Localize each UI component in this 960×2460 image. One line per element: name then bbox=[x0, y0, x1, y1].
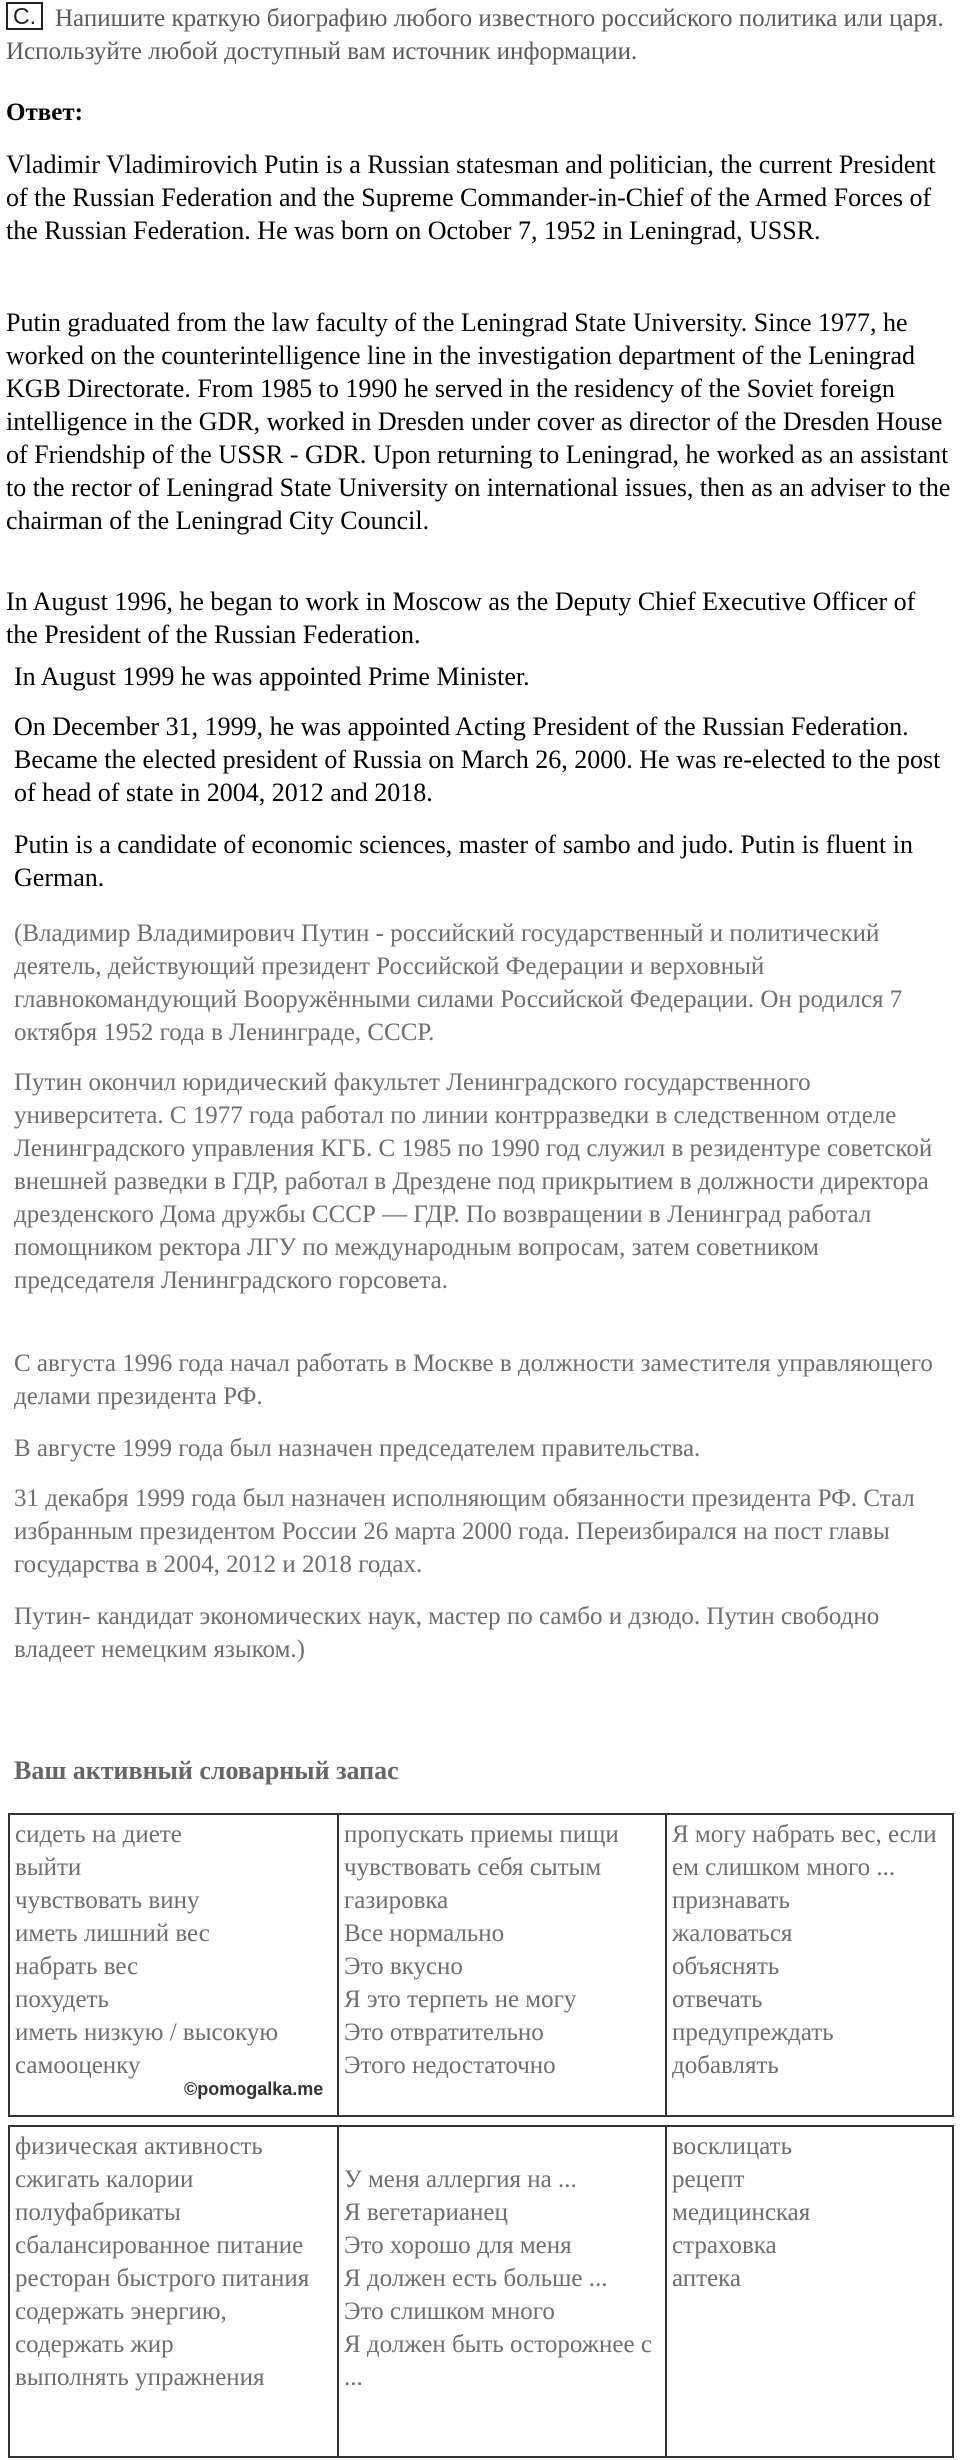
vocab-cell-col1 bbox=[9, 2126, 338, 2457]
vocab-entry: сидеть на диете bbox=[15, 1821, 182, 1848]
vocab-entry: пропускать приемы пищи bbox=[344, 1821, 619, 1848]
english-paragraph: Putin is a candidate of economic sciences, master of sambo and judo. Putin is fluent in German. bbox=[14, 830, 913, 892]
vocab-entry: медицинская bbox=[672, 2199, 811, 2226]
vocab-cell-col2 bbox=[338, 1814, 666, 2116]
vocab-entry: сжигать калории bbox=[15, 2166, 194, 2193]
english-paragraph: In August 1999 he was appointed Prime Minister. bbox=[14, 662, 530, 691]
vocab-entry: похудеть bbox=[15, 1986, 109, 2013]
vocab-entry: содержать энергию, содержать жир bbox=[15, 2298, 227, 2358]
vocab-entry: Этого недостаточно bbox=[344, 2052, 556, 2079]
english-paragraph: Vladimir Vladimirovich Putin is a Russian statesman and politician, the current President of the Russian Federation and the Supreme Commander-in-Chief of the Armed Forces of the Russian Federation. He was born on October 7, 1952 in Leningrad, USSR. bbox=[6, 150, 936, 245]
answer-label: Ответ: bbox=[6, 99, 83, 126]
vocab-entry: Это отвратительно bbox=[344, 2019, 544, 2046]
vocab-entry: У меня аллергия на ... bbox=[344, 2166, 577, 2193]
vocab-entry: Я вегетарианец bbox=[344, 2199, 508, 2226]
vocab-entry: выполнять упражнения bbox=[15, 2364, 265, 2391]
english-paragraph: Putin graduated from the law faculty of the Leningrad State University. Since 1977, he worked on the counterintelligence line in the investigation department of the Leningrad KGB Directorate. From 1985 to 1990 he served in the residency of the Soviet foreign intelligence in the GDR, worked in Dresden under cover as director of the Dresden House of Friendship of the USSR - GDR. Upon returning to Leningrad, he worked as an assistant to the rector of Leningrad State University on international issues, then as an adviser to the chairman of the Leningrad City Council. bbox=[6, 308, 951, 535]
vocab-entry: Все нормально bbox=[344, 1920, 505, 1947]
vocab-list bbox=[15, 2130, 332, 2394]
vocab-entry: чувствовать вину bbox=[15, 1887, 200, 1914]
vocab-entry: иметь лишний вес bbox=[15, 1920, 210, 1947]
vocab-entry: Я должен есть больше ... bbox=[344, 2265, 608, 2292]
vocab-entry: полуфабрикаты bbox=[15, 2199, 181, 2226]
russian-paragraph: С августа 1996 года начал работать в Москве в должности заместителя управляющего делами президента РФ. bbox=[14, 1350, 933, 1410]
english-paragraph: In August 1996, he began to work in Moscow as the Deputy Chief Executive Officer of the President of the Russian Federation. bbox=[6, 587, 916, 649]
vocab-entry: жаловаться bbox=[672, 1920, 793, 1947]
vocab-cell-col3 bbox=[666, 2126, 953, 2457]
vocab-entry: иметь низкую / высокую самооценку bbox=[15, 2019, 279, 2079]
vocab-entry: Я это терпеть не могу bbox=[344, 1986, 577, 2013]
vocab-entry: Это хорошо для меня bbox=[344, 2232, 572, 2259]
watermark-text: ©pomogalka.me bbox=[184, 2079, 324, 2099]
vocab-entry: рецепт bbox=[672, 2166, 745, 2193]
vocab-entry: выйти bbox=[15, 1854, 82, 1881]
vocab-entry: Я могу набрать вес, если ем слишком много ... bbox=[672, 1821, 937, 1881]
vocab-list bbox=[15, 1818, 332, 2082]
vocab-entry: предупреждать bbox=[672, 2019, 834, 2046]
vocab-cell-col1 bbox=[9, 1814, 338, 2116]
vocab-entry: сбалансированное питание bbox=[15, 2232, 304, 2259]
vocabulary-table-1 bbox=[8, 1813, 954, 2117]
vocab-list bbox=[344, 1818, 660, 2082]
english-paragraph: On December 31, 1999, he was appointed Acting President of the Russian Federation. Became the elected president of Russia on March 26, 2000. He was re-elected to the post of head of state in 2004, 2012 and 2018. bbox=[14, 712, 941, 807]
vocab-entry: добавлять bbox=[672, 2052, 779, 2079]
vocab-list bbox=[672, 1818, 947, 2082]
russian-paragraph: Путин- кандидат экономических наук, мастер по самбо и дзюдо. Путин свободно владеет немецким языком.) bbox=[14, 1603, 880, 1663]
russian-paragraph: (Владимир Владимирович Путин - российский государственный и политический деятель, действующий президент Российской Федерации и верховный главнокомандующий Вооружёнными силами Российской Федерации. Он родился 7 октября 1952 года в Ленинграде, СССР. bbox=[14, 920, 903, 1046]
vocab-cell-col2 bbox=[338, 2126, 666, 2457]
vocab-entry: ресторан быстрого питания bbox=[15, 2265, 310, 2292]
vocab-entry: признавать bbox=[672, 1887, 790, 1914]
russian-paragraph: 31 декабря 1999 года был назначен исполняющим обязанности президента РФ. Стал избранным президентом России 26 марта 2000 года. Переизбирался на пост главы государства в 2004, 2012 и 2018 годах. bbox=[14, 1485, 915, 1578]
vocab-entry: аптека bbox=[672, 2265, 742, 2292]
vocab-entry: физическая активность bbox=[15, 2133, 263, 2160]
russian-paragraph: В августе 1999 года был назначен председателем правительства. bbox=[14, 1435, 701, 1462]
vocab-entry: Это вкусно bbox=[344, 1953, 463, 1980]
russian-paragraph: Путин окончил юридический факультет Ленинградского государственного университета. С 1977 года работал по линии контрразведки в следственном отделе Ленинградского управления КГБ. С 1985 по 1990 год служил в резидентуре советской внешней разведки в ГДР, работал в Дрездене под прикрытием в должности директора дрезденского Дома дружбы СССР — ГДР. По возвращении в Ленинград работал помощником ректора ЛГУ по международным вопросам, затем советником председателя Ленинградского горсовета. bbox=[14, 1069, 933, 1294]
vocabulary-table-2 bbox=[8, 2125, 954, 2458]
vocab-list bbox=[344, 2130, 660, 2394]
task-text: Напишите краткую биографию любого известного российского политика или царя. Используйте любой доступный вам источник информации. bbox=[6, 5, 944, 65]
vocab-entry: объяснять bbox=[672, 1953, 780, 1980]
vocab-entry: страховка bbox=[672, 2232, 777, 2259]
vocab-entry: набрать вес bbox=[15, 1953, 139, 1980]
vocabulary-title: Ваш активный словарный запас bbox=[14, 1756, 399, 1785]
vocab-entry: чувствовать себя сытым bbox=[344, 1854, 602, 1881]
vocab-entry: отвечать bbox=[672, 1986, 763, 2013]
vocab-list bbox=[672, 2130, 947, 2295]
task-letter-box: C. bbox=[6, 2, 43, 30]
task-statement bbox=[6, 2, 951, 68]
vocab-entry bbox=[344, 2130, 660, 2163]
vocab-entry: Это слишком много bbox=[344, 2298, 555, 2325]
vocab-entry: Я должен быть осторожнее с ... bbox=[344, 2331, 652, 2391]
vocab-cell-col3 bbox=[666, 1814, 953, 2116]
vocab-entry: восклицать bbox=[672, 2133, 793, 2160]
vocab-entry: газировка bbox=[344, 1887, 449, 1914]
